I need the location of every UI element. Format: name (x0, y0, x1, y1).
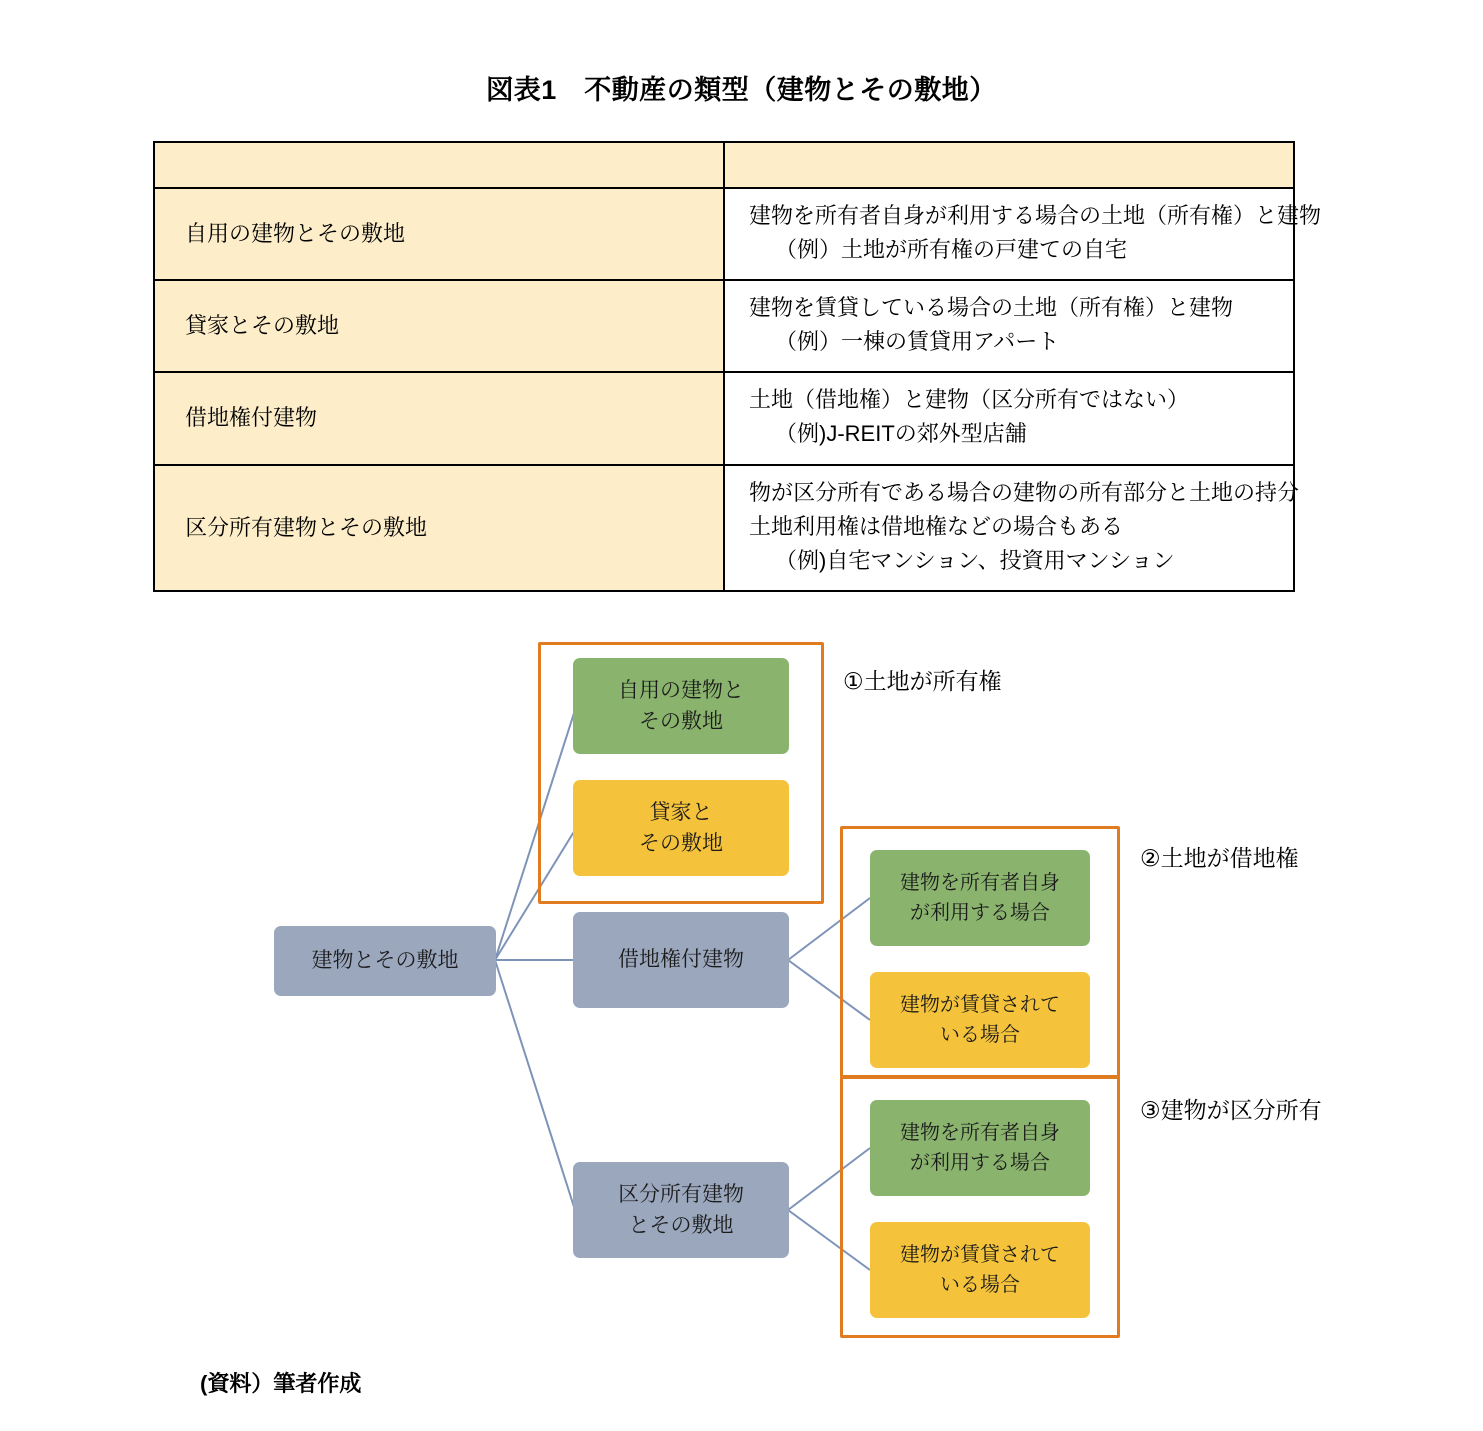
desc-line: 土地利用権は借地権などの場合もある (749, 513, 1124, 539)
desc-line: 土地（借地権）と建物（区分所有ではない） (749, 387, 1190, 413)
table-row (154, 188, 1294, 280)
table-cell-label: 自用の建物とその敷地 (154, 188, 724, 280)
desc-line: 物が区分所有である場合の建物の所有部分と土地の持分 (749, 479, 1300, 505)
table-cell-label: 貸家とその敷地 (154, 280, 724, 372)
node-condominium (573, 1162, 789, 1258)
table-cell-desc (724, 188, 1322, 280)
type-table-container (153, 141, 1322, 592)
node-root (274, 926, 496, 996)
source-note: (資料）筆者作成 (200, 1371, 362, 1396)
table-row (154, 280, 1294, 372)
annotation-ownership: ①土地が所有権 (843, 668, 1002, 694)
type-table (153, 141, 1322, 592)
table-cell-label: 借地権付建物 (154, 372, 724, 464)
node-label-line1: 自用の建物と (618, 678, 744, 702)
desc-line: 建物を賃貸している場合の土地（所有権）と建物 (749, 295, 1234, 321)
table-row (154, 372, 1294, 464)
node-label-line2: いる場合 (940, 1274, 1020, 1296)
node-condo-rented (870, 1222, 1090, 1318)
node-leasehold-self-use (870, 850, 1090, 946)
node-label-line2: が利用する場合 (910, 1152, 1050, 1174)
annotation-leasehold: ②土地が借地権 (1140, 845, 1299, 871)
node-self-use-building (573, 658, 789, 754)
table-cell-desc (724, 280, 1294, 372)
node-label-line1: 貸家と (649, 800, 713, 824)
table-header-row (154, 142, 1294, 188)
node-label-line1: 建物を所有者自身 (900, 872, 1060, 894)
table-cell-desc (724, 465, 1300, 591)
table-cell-desc (724, 372, 1294, 464)
node-label-line2: とその敷地 (628, 1214, 734, 1237)
node-label-line1: 建物が賃貸されて (900, 994, 1060, 1016)
node-label-line1: 建物が賃貸されて (900, 1244, 1060, 1266)
node-label-line2: が利用する場合 (910, 902, 1050, 924)
node-label-line2: いる場合 (940, 1024, 1020, 1046)
table-header-cell-desc (724, 142, 1294, 188)
annotation-condo: ③建物が区分所有 (1140, 1097, 1322, 1123)
node-label-line2: その敷地 (639, 832, 723, 855)
node-label-line1: 借地権付建物 (618, 948, 744, 972)
node-rental-house (573, 780, 789, 876)
node-label-line2: その敷地 (639, 710, 723, 733)
desc-line-example: （例)自宅マンション、投資用マンション (775, 547, 1175, 573)
table-header-cell-label (154, 142, 724, 188)
desc-line-example: （例)J-REITの郊外型店舗 (775, 421, 1027, 447)
node-leasehold-building (573, 912, 789, 1008)
node-label-line1: 区分所有建物 (618, 1182, 744, 1206)
node-root-label: 建物とその敷地 (311, 949, 459, 973)
desc-line-example: （例）土地が所有権の戸建ての自宅 (775, 237, 1128, 263)
table-cell-label: 区分所有建物とその敷地 (154, 465, 724, 591)
page-title: 図表1 不動産の類型（建物とその敷地） (486, 75, 997, 105)
node-leasehold-rented (870, 972, 1090, 1068)
node-condo-self-use (870, 1100, 1090, 1196)
table-row (154, 465, 1294, 591)
desc-line: 建物を所有者自身が利用する場合の土地（所有権）と建物 (749, 203, 1322, 228)
desc-line-example: （例）一棟の賃貸用アパート (775, 329, 1060, 355)
node-label-line1: 建物を所有者自身 (900, 1122, 1060, 1144)
tree-diagram (0, 630, 1483, 1370)
